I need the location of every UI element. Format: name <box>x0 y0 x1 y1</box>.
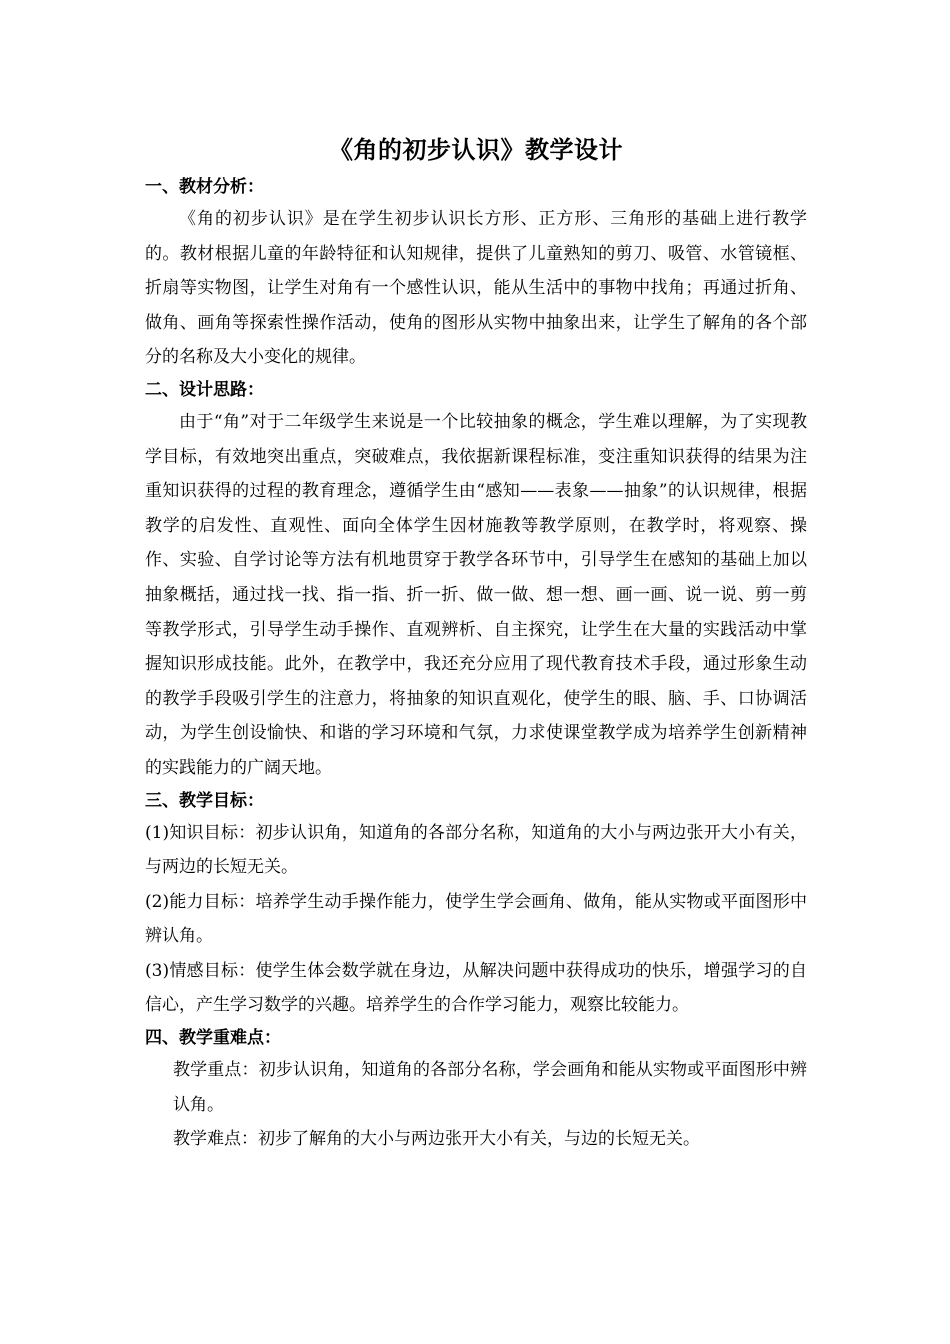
document-page <box>145 132 807 1157</box>
section-paragraph: 由于“角”对于二年级学生来说是一个比较抽象的概念，学生难以理解，为了实现教学目标，有效地突出重点，突破难点，我依据新课程标准，变注重知识获得的结果为注重知识获得的过程的教育理念，遵循学生由“感知——表象——抽象”的认识规律，根据教学的启发性、直观性、面向全体学生因材施教等教学原则，在教学时，将观察、操作、实验、自学讨论等方法有机地贯穿于教学各环节中，引导学生在感知的基础上加以抽象概括，通过找一找、指一指、折一折、做一做、想一想、画一画、说一说、剪一剪等教学形式，引导学生动手操作、直观辨析、自主探究，让学生在大量的实践活动中掌握知识形成技能。此外，在教学中，我还充分应用了现代教育技术手段，通过形象生动的教学手段吸引学生的注意力，将抽象的知识直观化，使学生的眼、脑、手、口协调活动，为学生创设愉快、和谐的学习环境和气氛，力求使课堂教学成为培养学生创新精神的实践能力的广阔天地。 <box>145 411 807 778</box>
key-point: 教学重点：初步认识角，知道角的各部分名称，学会画角和能从实物或平面图形中辨认角。 <box>173 1060 807 1115</box>
section-heading: 一、教材分析： <box>145 177 264 197</box>
goal-ability: (2)能力目标：培养学生动手操作能力，使学生学会画角、做角，能从实物或平面图形中辨认角。 <box>145 891 807 947</box>
section-textbook-analysis <box>145 172 807 375</box>
section-heading: 二、设计思路： <box>145 379 264 400</box>
document-title: 《角的初步认识》教学设计 <box>329 135 623 164</box>
section-heading: 四、教学重难点： <box>145 1028 281 1049</box>
section-teaching-goals <box>145 786 807 1024</box>
section-key-points <box>145 1023 807 1157</box>
goal-knowledge: (1)知识目标：初步认识角，知道角的各部分名称，知道角的大小与两边张开大小有关，与两边的长短无关。 <box>145 822 807 878</box>
difficult-point: 教学难点：初步了解角的大小与两边张开大小有关，与边的长短无关。 <box>173 1129 700 1150</box>
goal-emotion: (3)情感目标：使学生体会数学就在身边，从解决问题中获得成功的快乐，增强学习的自信心，产生学习数学的兴趣。培养学生的合作学习能力，观察比较能力。 <box>145 960 807 1016</box>
section-paragraph: 《角的初步认识》是在学生初步认识长方形、正方形、三角形的基础上进行教学的。教材根据儿童的年龄特征和认知规律，提供了儿童熟知的剪刀、吸管、水管镜框、折扇等实物图，让学生对角有一个感性认识，能从生活中的事物中找角；再通过折角、做角、画角等探索性操作活动，使角的图形从实物中抽象出来，让学生了解角的各个部分的名称及大小变化的规律。 <box>145 209 807 368</box>
section-design-idea <box>145 375 807 786</box>
section-heading: 三、教学目标： <box>145 790 264 811</box>
